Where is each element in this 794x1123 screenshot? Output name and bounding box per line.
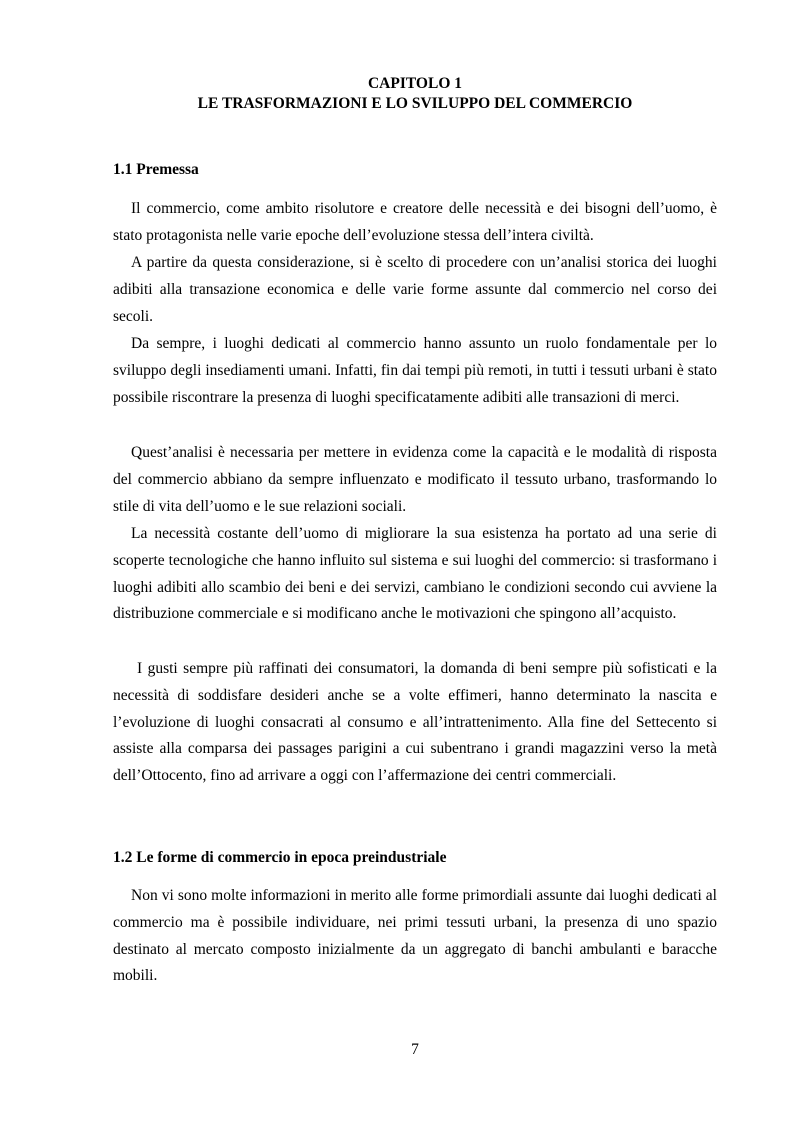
paragraph: Quest’analisi è necessaria per mettere in evidenza come la capacità e le modalità di risposta del commercio abbiano da sempre influenzato e modificato il tessuto urbano, trasformando lo stile di vita dell’uomo e le sue relazioni sociali. [113, 444, 717, 515]
paragraph: La necessità costante dell’uomo di migliorare la sua esistenza ha portato ad una serie di scoperte tecnologiche che hanno influito sul sistema e sui luoghi del commercio: si trasformano i luoghi adibiti allo scambio dei beni e dei servizi, cambiano le condizioni secondo cui avviene la distribuzione commerciale e si modificano anche le motivazioni che spingono all’acquisto. [113, 525, 717, 623]
paragraph: Il commercio, come ambito risolutore e creatore delle necessità e dei bisogni dell’uomo, è stato protagonista nelle varie epoche dell’evoluzione stessa dell’intera civiltà. [113, 200, 717, 244]
section-heading-premessa: 1.1 Premessa [113, 161, 199, 178]
chapter-number: CAPITOLO 1 [367, 75, 463, 92]
paragraph: Non vi sono molte informazioni in merito alle forme primordiali assunte dai luoghi dedicati al commercio ma è possibile individuare, nei primi tessuti urbani, la presenza di uno spazio destinato al mercato composto inizialmente da un aggregato di banchi ambulanti e baracche mobili. [113, 887, 717, 985]
paragraph: I gusti sempre più raffinati dei consumatori, la domanda di beni sempre più sofisticati e la necessità di soddisfare desideri anche se a volte effimeri, hanno determinato la nascita e l’evoluzione di luoghi consacrati al consumo e all’intrattenimento. Alla fine del Settecento si assiste alla comparsa dei passages parigini a cui subentrano i grandi magazzini verso la metà dell’Ottocento, fino ad arrivare a oggi con l’affermazione dei centri commerciali. [113, 660, 717, 785]
page-number: 7 [411, 1041, 419, 1058]
paragraph: A partire da questa considerazione, si è scelto di procedere con un’analisi storica dei luoghi adibiti alla transazione economica e delle varie forme assunte dal commercio nel corso dei secoli. [113, 254, 717, 325]
section-heading-preindustriale: 1.2 Le forme di commercio in epoca preindustriale [113, 849, 447, 866]
paragraph: Da sempre, i luoghi dedicati al commercio hanno assunto un ruolo fondamentale per lo sviluppo degli insediamenti umani. Infatti, fin dai tempi più remoti, in tutti i tessuti urbani è stato possibile riscontrare la presenza di luoghi specificatamente adibiti alle transazioni di merci. [113, 335, 717, 406]
chapter-title: LE TRASFORMAZIONI E LO SVILUPPO DEL COMMERCIO [197, 95, 633, 112]
